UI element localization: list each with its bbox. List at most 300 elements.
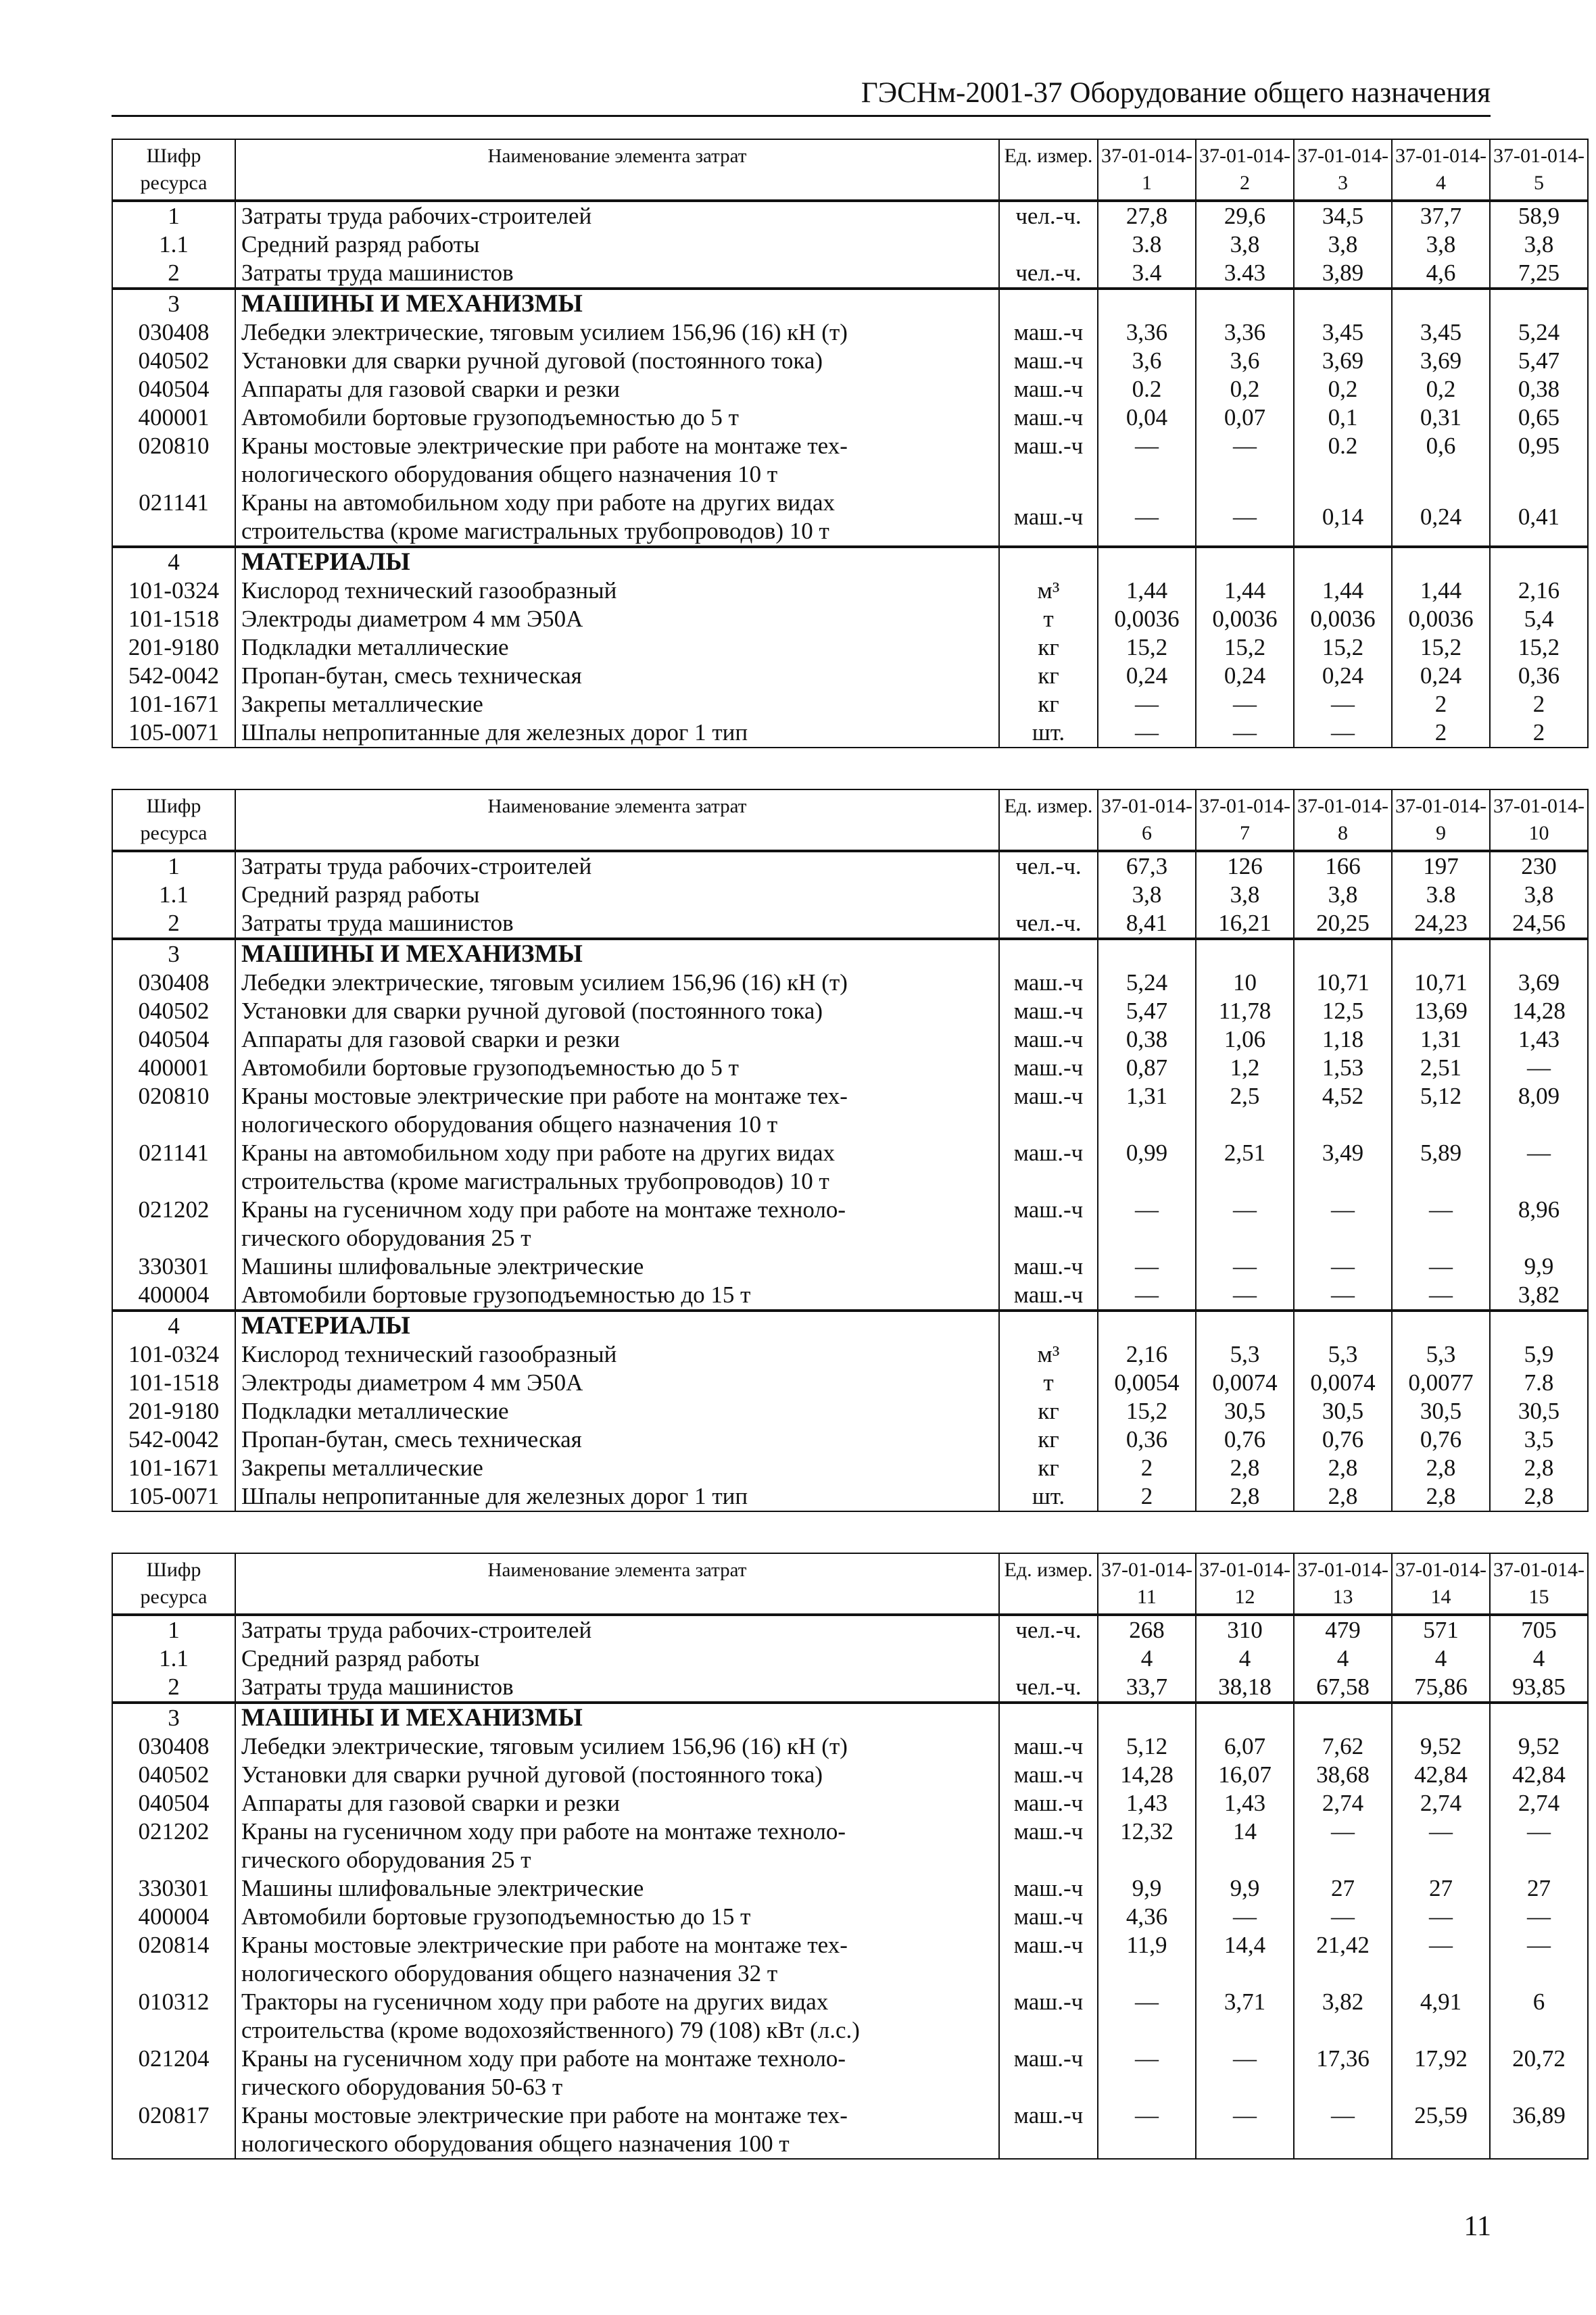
norm-value: 0,99 bbox=[1098, 1139, 1196, 1196]
resource-name bbox=[235, 2101, 999, 2159]
norm-value: 30,5 bbox=[1294, 1397, 1392, 1425]
resource-name bbox=[235, 1931, 999, 1988]
norm-value: 38,68 bbox=[1294, 1761, 1392, 1789]
norm-value: 9,52 bbox=[1392, 1732, 1490, 1761]
resource-name-line: Средний разряд работы bbox=[241, 881, 480, 908]
norm-value: 1,44 bbox=[1196, 577, 1294, 605]
resource-name-line: строительства (кроме магистральных трубопроводов) 10 т bbox=[241, 1168, 829, 1194]
resource-code: 020817 bbox=[112, 2101, 235, 2159]
norm-value: 2 bbox=[1490, 690, 1588, 718]
header-code: Шифр ресурса bbox=[112, 1553, 235, 1615]
norm-value: — bbox=[1294, 1818, 1392, 1874]
norm-value: 15,2 bbox=[1196, 633, 1294, 662]
norm-value: — bbox=[1098, 2045, 1196, 2101]
norm-value bbox=[1392, 1311, 1490, 1340]
norm-value: — bbox=[1098, 489, 1196, 547]
norm-value bbox=[1392, 1703, 1490, 1732]
norm-value: 3,8 bbox=[1490, 881, 1588, 909]
norm-value: 5,24 bbox=[1490, 318, 1588, 347]
norm-value: 14,28 bbox=[1098, 1761, 1196, 1789]
norm-value: 0,0036 bbox=[1294, 605, 1392, 633]
norm-value: 0,0036 bbox=[1392, 605, 1490, 633]
resource-unit: маш.-ч bbox=[999, 2101, 1098, 2159]
norm-value: 10,71 bbox=[1294, 969, 1392, 997]
norm-value: 0,2 bbox=[1196, 375, 1294, 404]
norm-value bbox=[1098, 547, 1196, 577]
norm-value: — bbox=[1490, 1903, 1588, 1931]
table-row bbox=[112, 1082, 1588, 1139]
resource-code: 400004 bbox=[112, 1903, 235, 1931]
resource-code: 2 bbox=[112, 259, 235, 289]
table-row bbox=[112, 1673, 1588, 1703]
resource-code: 105-0071 bbox=[112, 1482, 235, 1511]
norm-value: 14,4 bbox=[1196, 1931, 1294, 1988]
table-row bbox=[112, 259, 1588, 289]
header-norm-code: 37-01-014-15 bbox=[1490, 1553, 1588, 1615]
resource-name bbox=[235, 1425, 999, 1454]
norm-value: 4 bbox=[1490, 1644, 1588, 1673]
norm-value: 1,43 bbox=[1490, 1025, 1588, 1054]
norm-value: 5,24 bbox=[1098, 969, 1196, 997]
resource-code: 021141 bbox=[112, 1139, 235, 1196]
resource-code: 4 bbox=[112, 547, 235, 577]
norm-value: — bbox=[1196, 1196, 1294, 1252]
resource-name bbox=[235, 1761, 999, 1789]
resource-unit: шт. bbox=[999, 1482, 1098, 1511]
norm-value: 3,8 bbox=[1294, 230, 1392, 259]
norm-value: 15,2 bbox=[1392, 633, 1490, 662]
resource-name-line: нологического оборудования общего назначения 10 т bbox=[241, 461, 778, 487]
section-row bbox=[112, 289, 1588, 318]
resource-name-line: Шпалы непропитанные для железных дорог 1 тип bbox=[241, 1483, 748, 1509]
resource-name bbox=[235, 289, 999, 318]
table-row bbox=[112, 201, 1588, 230]
norm-value: 0,24 bbox=[1294, 662, 1392, 690]
norm-value: 3.43 bbox=[1196, 259, 1294, 289]
table-row bbox=[112, 662, 1588, 690]
table-row bbox=[112, 1252, 1588, 1281]
norm-value: 1,06 bbox=[1196, 1025, 1294, 1054]
resource-name bbox=[235, 1454, 999, 1482]
resource-name-line: гического оборудования 50-63 т bbox=[241, 2074, 563, 2100]
resource-unit: чел.-ч. bbox=[999, 1673, 1098, 1703]
norm-value: — bbox=[1294, 1252, 1392, 1281]
norm-value: 3,8 bbox=[1098, 881, 1196, 909]
norm-value: 3.4 bbox=[1098, 259, 1196, 289]
resource-name bbox=[235, 1196, 999, 1252]
header-norm-code: 37-01-014-3 bbox=[1294, 139, 1392, 201]
norm-value: 4,36 bbox=[1098, 1903, 1196, 1931]
section-row bbox=[112, 547, 1588, 577]
norm-value: 67,58 bbox=[1294, 1673, 1392, 1703]
norm-value: 230 bbox=[1490, 851, 1588, 881]
resource-table-1 bbox=[112, 139, 1589, 748]
norm-value: 0,65 bbox=[1490, 404, 1588, 432]
norm-value: 3,36 bbox=[1098, 318, 1196, 347]
resource-name-line: Автомобили бортовые грузоподъемностью до 15 т bbox=[241, 1282, 751, 1308]
norm-value bbox=[1294, 547, 1392, 577]
norm-value: 4 bbox=[1392, 1644, 1490, 1673]
table-row bbox=[112, 1196, 1588, 1252]
table-row bbox=[112, 347, 1588, 375]
norm-value: 2,8 bbox=[1490, 1454, 1588, 1482]
norm-value bbox=[1392, 289, 1490, 318]
norm-value: 14 bbox=[1196, 1818, 1294, 1874]
resource-code: 105-0071 bbox=[112, 718, 235, 748]
resource-unit: маш.-ч bbox=[999, 347, 1098, 375]
norm-value: 9,9 bbox=[1098, 1874, 1196, 1903]
norm-value: 0,6 bbox=[1392, 432, 1490, 489]
header-norm-code: 37-01-014-6 bbox=[1098, 789, 1196, 851]
table-row bbox=[112, 432, 1588, 489]
norm-value: 2,8 bbox=[1392, 1454, 1490, 1482]
norm-value: — bbox=[1392, 1196, 1490, 1252]
resource-name-line: МАТЕРИАЛЫ bbox=[241, 548, 410, 576]
header-name: Наименование элемента затрат bbox=[235, 1553, 999, 1615]
resource-unit: маш.-ч bbox=[999, 1761, 1098, 1789]
table-row bbox=[112, 1139, 1588, 1196]
norm-value: — bbox=[1196, 718, 1294, 748]
resource-code: 2 bbox=[112, 909, 235, 939]
norm-value: 0,38 bbox=[1490, 375, 1588, 404]
resource-code: 2 bbox=[112, 1673, 235, 1703]
resource-name bbox=[235, 1252, 999, 1281]
resource-unit: шт. bbox=[999, 718, 1098, 748]
resource-name-line: МАТЕРИАЛЫ bbox=[241, 1312, 410, 1340]
norm-value: — bbox=[1098, 1252, 1196, 1281]
resource-name-line: Кислород технический газообразный bbox=[241, 577, 617, 604]
norm-value: 0,0036 bbox=[1196, 605, 1294, 633]
norm-value: 479 bbox=[1294, 1615, 1392, 1644]
resource-name-line: Краны на гусеничном ходу при работе на монтаже техноло- bbox=[241, 1818, 846, 1845]
norm-value: 0,04 bbox=[1098, 404, 1196, 432]
norm-value: 30,5 bbox=[1392, 1397, 1490, 1425]
resource-code: 1.1 bbox=[112, 881, 235, 909]
norm-value: 0.2 bbox=[1098, 375, 1196, 404]
resource-code: 3 bbox=[112, 289, 235, 318]
table-row bbox=[112, 881, 1588, 909]
resource-code: 040504 bbox=[112, 375, 235, 404]
resource-name-line: Лебедки электрические, тяговым усилием 156,96 (16) кН (т) bbox=[241, 319, 848, 345]
norm-value: 1,44 bbox=[1098, 577, 1196, 605]
norm-value: 3,8 bbox=[1196, 230, 1294, 259]
norm-value: — bbox=[1294, 690, 1392, 718]
resource-code: 030408 bbox=[112, 969, 235, 997]
resource-name-line: Электроды диаметром 4 мм Э50А bbox=[241, 1369, 583, 1396]
header-norm-code: 37-01-014-13 bbox=[1294, 1553, 1392, 1615]
resource-unit: т bbox=[999, 1369, 1098, 1397]
norm-value: — bbox=[1490, 1931, 1588, 1988]
norm-value bbox=[1392, 547, 1490, 577]
resource-name-line: МАШИНЫ И МЕХАНИЗМЫ bbox=[241, 940, 583, 968]
resource-name-line: Затраты труда машинистов bbox=[241, 910, 514, 936]
resource-name bbox=[235, 375, 999, 404]
norm-value: 0,95 bbox=[1490, 432, 1588, 489]
header-unit: Ед. измер. bbox=[999, 1553, 1098, 1615]
table-row bbox=[112, 1818, 1588, 1874]
resource-name-line: гического оборудования 25 т bbox=[241, 1225, 531, 1251]
resource-name-line: Краны на автомобильном ходу при работе на других видах bbox=[241, 1140, 836, 1166]
norm-value: 5,47 bbox=[1098, 997, 1196, 1025]
norm-value: 9,9 bbox=[1196, 1874, 1294, 1903]
norm-value: 5,4 bbox=[1490, 605, 1588, 633]
table-row bbox=[112, 690, 1588, 718]
norm-value: 166 bbox=[1294, 851, 1392, 881]
resource-name bbox=[235, 1615, 999, 1644]
norm-value: 1,2 bbox=[1196, 1054, 1294, 1082]
header-norm-code: 37-01-014-1 bbox=[1098, 139, 1196, 201]
resource-code: 010312 bbox=[112, 1988, 235, 2045]
norm-value: 9,9 bbox=[1490, 1252, 1588, 1281]
norm-value: — bbox=[1294, 1903, 1392, 1931]
norm-value: 14,28 bbox=[1490, 997, 1588, 1025]
norm-value: 15,2 bbox=[1294, 633, 1392, 662]
section-row bbox=[112, 1311, 1588, 1340]
norm-value: 2,16 bbox=[1490, 577, 1588, 605]
resource-code: 1 bbox=[112, 851, 235, 881]
norm-value: 27 bbox=[1392, 1874, 1490, 1903]
norm-value: 0,87 bbox=[1098, 1054, 1196, 1082]
norm-value: 1,44 bbox=[1294, 577, 1392, 605]
resource-name-line: Установки для сварки ручной дуговой (постоянного тока) bbox=[241, 1761, 823, 1788]
resource-code: 021202 bbox=[112, 1818, 235, 1874]
norm-value: 58,9 bbox=[1490, 201, 1588, 230]
norm-value: 33,7 bbox=[1098, 1673, 1196, 1703]
resource-code: 101-1518 bbox=[112, 605, 235, 633]
table-row bbox=[112, 1454, 1588, 1482]
resource-name-line: Установки для сварки ручной дуговой (постоянного тока) bbox=[241, 347, 823, 374]
norm-value: 75,86 bbox=[1392, 1673, 1490, 1703]
table-row bbox=[112, 1397, 1588, 1425]
resource-name-line: Затраты труда машинистов bbox=[241, 1674, 514, 1700]
resource-name-line: Средний разряд работы bbox=[241, 231, 480, 258]
resource-unit: маш.-ч bbox=[999, 1818, 1098, 1874]
norm-value: 27 bbox=[1294, 1874, 1392, 1903]
resource-name-line: Закрепы металлические bbox=[241, 1455, 483, 1481]
norm-value: 3,69 bbox=[1490, 969, 1588, 997]
norm-value: 42,84 bbox=[1490, 1761, 1588, 1789]
norm-value: 0,76 bbox=[1294, 1425, 1392, 1454]
norm-value: 4,52 bbox=[1294, 1082, 1392, 1139]
resource-code: 040502 bbox=[112, 997, 235, 1025]
resource-name bbox=[235, 489, 999, 547]
norm-value: — bbox=[1098, 1281, 1196, 1311]
resource-name-line: Краны на гусеничном ходу при работе на монтаже техноло- bbox=[241, 2045, 846, 2072]
table-row bbox=[112, 969, 1588, 997]
norm-value: 5,47 bbox=[1490, 347, 1588, 375]
table-row bbox=[112, 1025, 1588, 1054]
resource-name-line: МАШИНЫ И МЕХАНИЗМЫ bbox=[241, 290, 583, 318]
resource-name bbox=[235, 633, 999, 662]
norm-value: 0.2 bbox=[1294, 432, 1392, 489]
table-row bbox=[112, 851, 1588, 881]
resource-code: 400001 bbox=[112, 1054, 235, 1082]
norm-value bbox=[1294, 939, 1392, 969]
norm-value: 24,23 bbox=[1392, 909, 1490, 939]
norm-value bbox=[1098, 1311, 1196, 1340]
resource-name bbox=[235, 404, 999, 432]
norm-value: — bbox=[1196, 1903, 1294, 1931]
resource-code: 040502 bbox=[112, 347, 235, 375]
resource-unit: маш.-ч bbox=[999, 404, 1098, 432]
resource-unit: маш.-ч bbox=[999, 997, 1098, 1025]
norm-value: 6 bbox=[1490, 1988, 1588, 2045]
norm-value: 10 bbox=[1196, 969, 1294, 997]
header-unit: Ед. измер. bbox=[999, 139, 1098, 201]
norm-value: 705 bbox=[1490, 1615, 1588, 1644]
resource-unit bbox=[999, 1703, 1098, 1732]
norm-value: 11,78 bbox=[1196, 997, 1294, 1025]
norm-value bbox=[1098, 1703, 1196, 1732]
resource-name-line: Пропан-бутан, смесь техническая bbox=[241, 1426, 582, 1453]
resource-name-line: нологического оборудования общего назначения 100 т bbox=[241, 2130, 790, 2157]
norm-value: 3,6 bbox=[1196, 347, 1294, 375]
norm-value: 7.8 bbox=[1490, 1369, 1588, 1397]
resource-code: 330301 bbox=[112, 1252, 235, 1281]
norm-value: 38,18 bbox=[1196, 1673, 1294, 1703]
resource-code: 021204 bbox=[112, 2045, 235, 2101]
norm-value: 0,36 bbox=[1098, 1425, 1196, 1454]
resource-unit: маш.-ч bbox=[999, 1931, 1098, 1988]
norm-value: 17,36 bbox=[1294, 2045, 1392, 2101]
norm-value: 67,3 bbox=[1098, 851, 1196, 881]
resource-unit: кг bbox=[999, 633, 1098, 662]
resource-unit: маш.-ч bbox=[999, 1025, 1098, 1054]
resource-name-line: Машины шлифовальные электрические bbox=[241, 1253, 644, 1280]
resource-unit: маш.-ч bbox=[999, 1252, 1098, 1281]
header-unit: Ед. измер. bbox=[999, 789, 1098, 851]
header-code: Шифр ресурса bbox=[112, 139, 235, 201]
norm-value: 3,69 bbox=[1294, 347, 1392, 375]
section-row bbox=[112, 1703, 1588, 1732]
resource-code: 201-9180 bbox=[112, 633, 235, 662]
resource-name-line: Пропан-бутан, смесь техническая bbox=[241, 662, 582, 689]
resource-code: 101-1671 bbox=[112, 690, 235, 718]
resource-name-line: Аппараты для газовой сварки и резки bbox=[241, 1026, 620, 1052]
resource-name-line: Краны мостовые электрические при работе на монтаже тех- bbox=[241, 2102, 848, 2128]
table-row bbox=[112, 230, 1588, 259]
resource-unit: маш.-ч bbox=[999, 489, 1098, 547]
norm-value: 3,82 bbox=[1490, 1281, 1588, 1311]
table-row bbox=[112, 2045, 1588, 2101]
resource-name-line: Подкладки металлические bbox=[241, 634, 509, 660]
resource-code: 020810 bbox=[112, 432, 235, 489]
table-row bbox=[112, 1369, 1588, 1397]
norm-value: 5,3 bbox=[1392, 1340, 1490, 1369]
header-norm-code: 37-01-014-11 bbox=[1098, 1553, 1196, 1615]
norm-value: 42,84 bbox=[1392, 1761, 1490, 1789]
resource-unit: маш.-ч bbox=[999, 2045, 1098, 2101]
norm-value: 3,49 bbox=[1294, 1139, 1392, 1196]
norm-value: 9,52 bbox=[1490, 1732, 1588, 1761]
resource-unit: кг bbox=[999, 1454, 1098, 1482]
norm-value: 0,38 bbox=[1098, 1025, 1196, 1054]
resource-code: 1 bbox=[112, 1615, 235, 1644]
norm-value: 0,76 bbox=[1196, 1425, 1294, 1454]
norm-value: 4,6 bbox=[1392, 259, 1490, 289]
norm-value: 5,9 bbox=[1490, 1340, 1588, 1369]
resource-name-line: строительства (кроме магистральных трубопроводов) 10 т bbox=[241, 518, 829, 544]
header-norm-code: 37-01-014-4 bbox=[1392, 139, 1490, 201]
norm-value: 27,8 bbox=[1098, 201, 1196, 230]
resource-name-line: Тракторы на гусеничном ходу при работе на других видах bbox=[241, 1989, 829, 2015]
norm-value bbox=[1196, 547, 1294, 577]
norm-value: 20,72 bbox=[1490, 2045, 1588, 2101]
norm-value: — bbox=[1490, 1818, 1588, 1874]
resource-code: 021141 bbox=[112, 489, 235, 547]
resource-name bbox=[235, 259, 999, 289]
norm-value: 2,8 bbox=[1196, 1454, 1294, 1482]
resource-name bbox=[235, 605, 999, 633]
resource-unit: чел.-ч. bbox=[999, 201, 1098, 230]
norm-value: — bbox=[1098, 690, 1196, 718]
norm-value: — bbox=[1196, 432, 1294, 489]
resource-name bbox=[235, 2045, 999, 2101]
table-row bbox=[112, 605, 1588, 633]
resource-name-line: строительства (кроме водохозяйственного) 79 (108) кВт (л.с.) bbox=[241, 2017, 860, 2043]
norm-value: 5,12 bbox=[1392, 1082, 1490, 1139]
resource-unit bbox=[999, 289, 1098, 318]
resource-unit: маш.-ч bbox=[999, 969, 1098, 997]
norm-value: 3,69 bbox=[1392, 347, 1490, 375]
resource-name bbox=[235, 1025, 999, 1054]
norm-value: — bbox=[1294, 2101, 1392, 2159]
resource-unit: маш.-ч bbox=[999, 1082, 1098, 1139]
norm-value: 8,41 bbox=[1098, 909, 1196, 939]
resource-unit: маш.-ч bbox=[999, 1281, 1098, 1311]
resource-code: 201-9180 bbox=[112, 1397, 235, 1425]
resource-name-line: Автомобили бортовые грузоподъемностью до 5 т bbox=[241, 1054, 739, 1081]
table-row bbox=[112, 404, 1588, 432]
norm-value: — bbox=[1392, 1931, 1490, 1988]
norm-value: 3,5 bbox=[1490, 1425, 1588, 1454]
resource-unit: м³ bbox=[999, 577, 1098, 605]
resource-name bbox=[235, 1874, 999, 1903]
resource-name-line: Автомобили бортовые грузоподъемностью до 15 т bbox=[241, 1903, 751, 1930]
norm-value: 3,8 bbox=[1490, 230, 1588, 259]
resource-unit: кг bbox=[999, 662, 1098, 690]
resource-name bbox=[235, 1340, 999, 1369]
resource-name-line: Лебедки электрические, тяговым усилием 156,96 (16) кН (т) bbox=[241, 969, 848, 996]
norm-value: 30,5 bbox=[1196, 1397, 1294, 1425]
resource-code: 400004 bbox=[112, 1281, 235, 1311]
norm-value: 2,8 bbox=[1294, 1454, 1392, 1482]
resource-code: 101-0324 bbox=[112, 1340, 235, 1369]
resource-name-line: МАШИНЫ И МЕХАНИЗМЫ bbox=[241, 1704, 583, 1732]
norm-value: — bbox=[1294, 1196, 1392, 1252]
norm-value: — bbox=[1098, 718, 1196, 748]
resource-name-line: Кислород технический газообразный bbox=[241, 1341, 617, 1367]
resource-name-line: Электроды диаметром 4 мм Э50А bbox=[241, 606, 583, 632]
norm-value: — bbox=[1392, 1252, 1490, 1281]
table-row bbox=[112, 633, 1588, 662]
resource-code: 400001 bbox=[112, 404, 235, 432]
norm-value bbox=[1098, 939, 1196, 969]
resource-name-line: Подкладки металлические bbox=[241, 1398, 509, 1424]
resource-code: 020814 bbox=[112, 1931, 235, 1988]
norm-value: 4 bbox=[1294, 1644, 1392, 1673]
resource-code: 040502 bbox=[112, 1761, 235, 1789]
norm-value: 0,0054 bbox=[1098, 1369, 1196, 1397]
norm-value: 0,24 bbox=[1392, 662, 1490, 690]
norm-value: 16,21 bbox=[1196, 909, 1294, 939]
norm-value: 0,2 bbox=[1392, 375, 1490, 404]
table-row bbox=[112, 1482, 1588, 1511]
resource-code: 020810 bbox=[112, 1082, 235, 1139]
header-row bbox=[112, 789, 1588, 851]
norm-value bbox=[1294, 1311, 1392, 1340]
norm-value: 13,69 bbox=[1392, 997, 1490, 1025]
